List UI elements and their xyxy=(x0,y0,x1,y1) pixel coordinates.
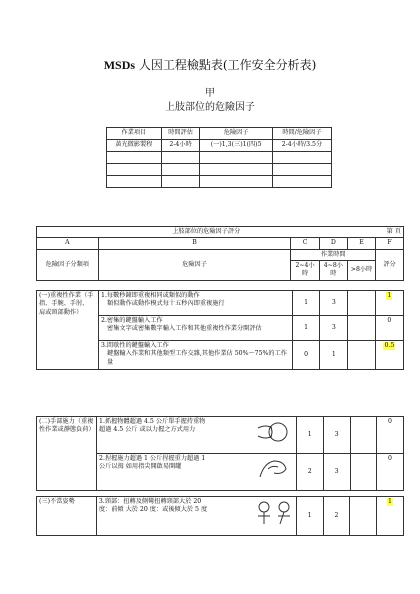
time-over-8: >8小時 xyxy=(348,261,376,281)
summary-empty-cell xyxy=(272,164,331,176)
summary-empty-cell xyxy=(107,152,162,164)
factor-item: 2.捏握施力超過 1 公斤捏握重力超過 1 公斤以拇 如用指尖開啟易開罐 xyxy=(97,454,297,491)
time-2-4: 2~4小時 xyxy=(291,261,319,281)
factor-item: 3.間歇性的鍵盤輸入工作 鍵盤輸入作業和其他類型工作交雜,其他作業佔 50%～75%的工作量 xyxy=(99,341,293,370)
summary-empty-cell xyxy=(200,176,272,188)
score-4-8: 2 xyxy=(323,497,350,536)
section-marker: 甲 xyxy=(205,88,215,99)
time-4-8: 4~8小時 xyxy=(319,261,347,281)
final-score: 1 xyxy=(375,291,403,316)
section-hand-force xyxy=(36,416,404,491)
col-letter-a: A xyxy=(37,238,99,249)
col-letter-e: E xyxy=(348,238,376,249)
final-score: 0 xyxy=(377,454,404,491)
final-score: 1 xyxy=(376,497,403,536)
factor-item: 1.抓握物體超過 4.5 公斤單手握持重物超過 4.5 公斤 或以力握之方式用力 xyxy=(97,417,297,454)
summary-cell: (一)1,3(三)1(四)5 xyxy=(200,140,272,152)
summary-header-time: 時間評估 xyxy=(161,128,200,140)
factor-item: 1.每數秒鐘即重複相同或類似的動作 類似動作或動作模式每十五秒內即重複施行 xyxy=(99,291,293,316)
score-2-4: 1 xyxy=(292,316,320,341)
col-b-header: 危險因子 xyxy=(98,249,291,280)
eval-caption: 上肢部位的危險因子評分 xyxy=(37,227,376,238)
score-2-4: 1 xyxy=(296,497,323,536)
pinch-grip-icon xyxy=(254,455,294,483)
summary-cell: 2-4小時/3.5分 xyxy=(272,140,331,152)
eval-header-table xyxy=(36,226,404,281)
summary-empty-cell xyxy=(272,152,331,164)
score-over-8 xyxy=(350,417,376,454)
work-time-header: 作業時間 xyxy=(291,249,376,260)
summary-empty-cell xyxy=(107,176,162,188)
summary-empty-cell xyxy=(200,164,272,176)
score-4-8: 3 xyxy=(323,417,350,454)
final-score: 0 xyxy=(377,417,404,454)
score-over-8 xyxy=(350,454,376,491)
col-letter-f: F xyxy=(376,238,404,249)
final-score: 0 xyxy=(375,316,403,341)
neck-posture-icon xyxy=(254,498,294,526)
summary-header-time-factor: 時間/危險因子 xyxy=(272,128,331,140)
score-4-8: 1 xyxy=(320,341,348,370)
summary-empty-cell xyxy=(161,152,200,164)
summary-empty-cell xyxy=(272,176,331,188)
score-over-8 xyxy=(348,291,376,316)
summary-table xyxy=(106,127,332,188)
summary-empty-cell xyxy=(161,176,200,188)
hand-grip-icon xyxy=(254,418,294,446)
factor-item: 3.頸部：扭轉及側彎扭轉頸部大於 20 度：前傾 大於 20 度：或後傾大於 5 度 xyxy=(96,497,296,536)
col-letter-c: C xyxy=(291,238,319,249)
col-letter-b: B xyxy=(98,238,291,249)
score-2-4: 1 xyxy=(292,291,320,316)
summary-header-factor: 危險因子 xyxy=(200,128,272,140)
section-label: (一)重複性作業（手指、手腕、手肘、 肩或頸部動作） xyxy=(37,291,99,370)
score-over-8 xyxy=(350,497,376,536)
summary-header-item: 作業項目 xyxy=(107,128,162,140)
section-posture xyxy=(36,496,404,536)
final-score: 0.5 xyxy=(375,341,403,370)
summary-cell: 黃光微影製程 xyxy=(107,140,162,152)
score-over-8 xyxy=(348,341,376,370)
score-over-8 xyxy=(348,316,376,341)
score-4-8: 3 xyxy=(323,454,350,491)
page-title: MSDs 人因工程檢點表(工作安全分析表) xyxy=(103,58,317,72)
page-number: 第 頁 xyxy=(376,227,404,238)
score-4-8: 3 xyxy=(320,291,348,316)
score-2-4: 0 xyxy=(292,341,320,370)
score-2-4: 2 xyxy=(296,454,323,491)
col-letter-d: D xyxy=(319,238,347,249)
score-2-4: 1 xyxy=(296,417,323,454)
col-a-header: 危險因子分類項 xyxy=(37,249,99,280)
summary-empty-cell xyxy=(107,164,162,176)
score-4-8: 3 xyxy=(320,316,348,341)
summary-cell: 2-4小時 xyxy=(161,140,200,152)
summary-empty-cell xyxy=(200,152,272,164)
section-repetitive xyxy=(36,290,404,370)
factor-item: 2.密集的鍵盤輸入工作 密集文字或密集數字輸入工作和其他重複性作業分開評估 xyxy=(99,316,293,341)
section-subtitle: 上肢部位的危險因子 xyxy=(165,102,255,113)
section-label: (三)不當姿勢 xyxy=(37,497,97,536)
section-label: (二)手部施力（重複性作業或靜態負荷） xyxy=(37,417,97,491)
score-header: 評分 xyxy=(376,249,404,280)
summary-empty-cell xyxy=(161,164,200,176)
